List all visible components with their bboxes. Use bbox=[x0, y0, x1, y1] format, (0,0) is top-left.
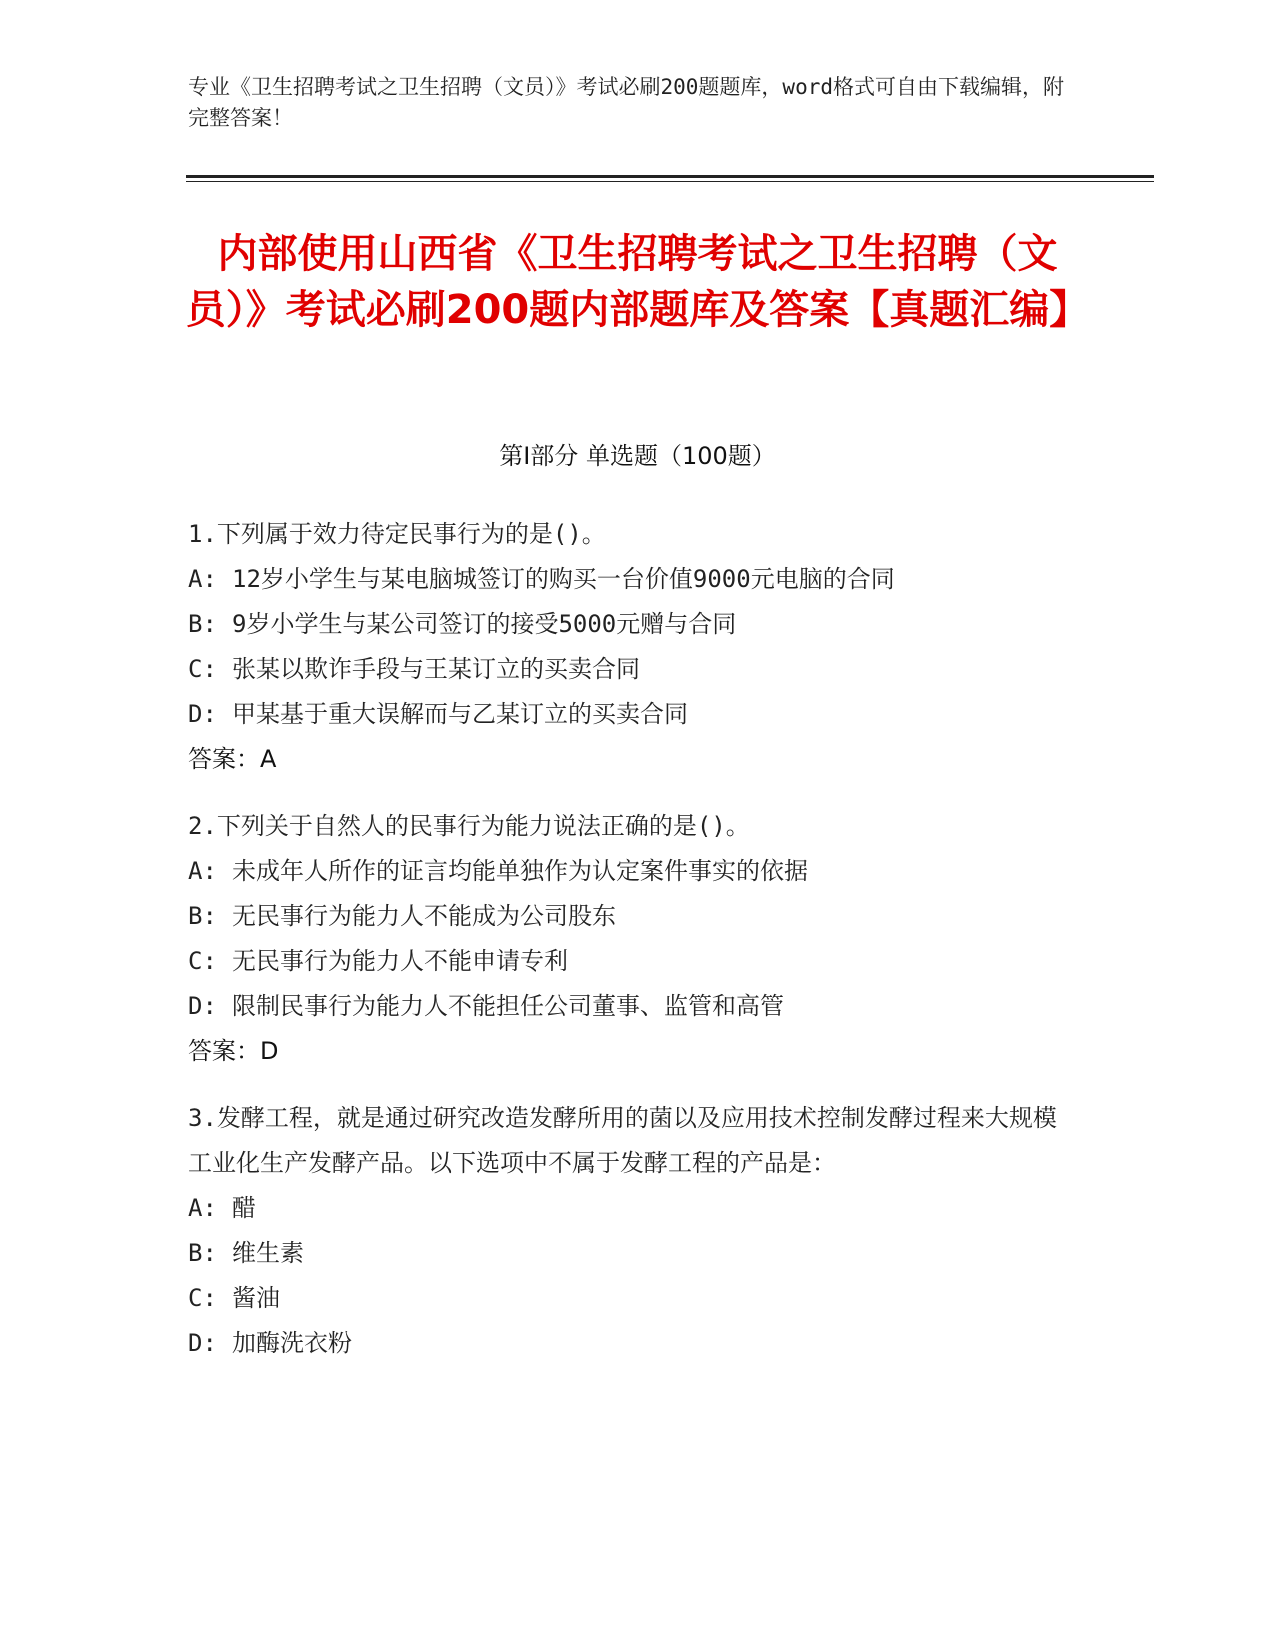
question-2 bbox=[188, 804, 1068, 1074]
option-text: 9岁小学生与某公司签订的接受5000元赠与合同 bbox=[232, 610, 737, 638]
option-text: 酱油 bbox=[232, 1284, 280, 1312]
option-letter: A: bbox=[188, 857, 217, 885]
option-letter: D: bbox=[188, 1329, 217, 1357]
question-text: 2.下列关于自然人的民事行为能力说法正确的是()。 bbox=[188, 812, 750, 840]
option-text: 无民事行为能力人不能申请专利 bbox=[232, 947, 568, 975]
option-text: 12岁小学生与某电脑城签订的购买一台价值9000元电脑的合同 bbox=[232, 565, 895, 593]
option-letter: B: bbox=[188, 902, 217, 930]
option-text: 加酶洗衣粉 bbox=[232, 1329, 352, 1357]
option-a bbox=[188, 1186, 1068, 1231]
option-letter: B: bbox=[188, 1239, 217, 1267]
option-text: 无民事行为能力人不能成为公司股东 bbox=[232, 902, 616, 930]
option-text: 张某以欺诈手段与王某订立的买卖合同 bbox=[232, 655, 640, 683]
option-c bbox=[188, 939, 1068, 984]
document-title: 内部使用山西省《卫生招聘考试之卫生招聘（文员）》考试必刷200题内部题库及答案【真题汇编】 bbox=[185, 231, 1090, 333]
option-letter: B: bbox=[188, 610, 217, 638]
option-text: 维生素 bbox=[232, 1239, 304, 1267]
option-a bbox=[188, 557, 1068, 602]
option-c bbox=[188, 1276, 1068, 1321]
option-a bbox=[188, 849, 1068, 894]
answer-line: 答案：D bbox=[188, 1037, 279, 1065]
option-d bbox=[188, 984, 1068, 1029]
question-1 bbox=[188, 512, 1068, 782]
option-b bbox=[188, 894, 1068, 939]
option-letter: D: bbox=[188, 700, 217, 728]
header-note: 专业《卫生招聘考试之卫生招聘（文员）》考试必刷200题题库，word格式可自由下载编辑，附完整答案！ bbox=[188, 75, 1064, 130]
question-text: 3.发酵工程，就是通过研究改造发酵所用的菌以及应用技术控制发酵过程来大规模工业化生产发酵产品。以下选项中不属于发酵工程的产品是： bbox=[188, 1104, 1057, 1177]
option-d bbox=[188, 1321, 1068, 1366]
option-letter: A: bbox=[188, 1194, 217, 1222]
question-3 bbox=[188, 1096, 1068, 1366]
option-b bbox=[188, 1231, 1068, 1276]
option-letter: D: bbox=[188, 992, 217, 1020]
option-text: 限制民事行为能力人不能担任公司董事、监管和高管 bbox=[232, 992, 784, 1020]
option-letter: C: bbox=[188, 655, 217, 683]
option-text: 醋 bbox=[232, 1194, 256, 1222]
option-b bbox=[188, 602, 1068, 647]
option-letter: C: bbox=[188, 947, 217, 975]
question-text: 1.下列属于效力待定民事行为的是()。 bbox=[188, 520, 606, 548]
section-heading: 第I部分 单选题（100题） bbox=[499, 442, 776, 470]
question-list bbox=[188, 512, 1068, 1388]
option-text: 未成年人所作的证言均能单独作为认定案件事实的依据 bbox=[232, 857, 808, 885]
header-rule-thin bbox=[186, 181, 1154, 182]
option-text: 甲某基于重大误解而与乙某订立的买卖合同 bbox=[232, 700, 688, 728]
option-c bbox=[188, 647, 1068, 692]
option-letter: C: bbox=[188, 1284, 217, 1312]
option-letter: A: bbox=[188, 565, 217, 593]
answer-line: 答案：A bbox=[188, 745, 277, 773]
header-rule-thick bbox=[186, 175, 1154, 178]
option-d bbox=[188, 692, 1068, 737]
